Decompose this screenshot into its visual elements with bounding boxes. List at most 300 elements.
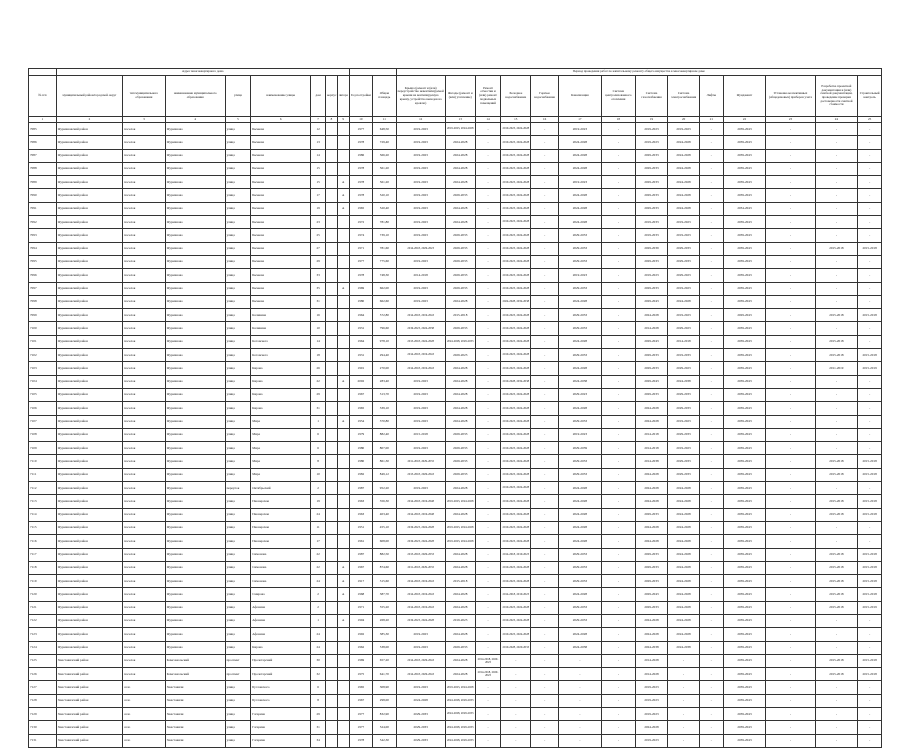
table-cell: - xyxy=(531,654,559,667)
table-cell: 7120 xyxy=(29,588,57,601)
table-cell: - xyxy=(815,149,858,162)
table-cell: Фурманово xyxy=(165,428,225,441)
table-cell: 2024-2028 xyxy=(445,588,475,601)
table-cell: Хвастовичи xyxy=(165,734,225,747)
table-cell: Бусловского xyxy=(251,694,311,707)
table-cell: - xyxy=(601,322,635,335)
table-cell: 2 xyxy=(311,601,326,614)
table-cell: - xyxy=(858,402,882,415)
table-cell: Фурмановский район xyxy=(56,614,122,627)
table-cell: 2019-2023, 2024-2028 xyxy=(501,495,531,508)
table-cell: Фурмановский район xyxy=(56,482,122,495)
table-cell: 7108 xyxy=(29,428,57,441)
table-cell: Хвастовичи xyxy=(165,708,225,721)
table-cell: - xyxy=(601,614,635,627)
table-cell: 7123 xyxy=(29,628,57,641)
table-cell: 2019-2023 xyxy=(396,482,445,495)
table-cell: 2024-2028 xyxy=(668,295,700,308)
table-cell: Фурмановский район xyxy=(56,229,122,242)
table-cell: 2019-2023, 2024-2028 xyxy=(501,442,531,455)
table-cell xyxy=(326,455,338,468)
table-cell: - xyxy=(601,548,635,561)
table-cell: Фурманово xyxy=(165,402,225,415)
table-cell: поселок xyxy=(123,362,166,375)
table-cell: 8 xyxy=(311,694,326,707)
table-cell: Фурмановский район xyxy=(56,415,122,428)
table-cell: - xyxy=(475,535,501,548)
table-cell: 2024-2028 xyxy=(445,149,475,162)
table-cell: 2019-2023 xyxy=(635,123,667,136)
column-number: 23 xyxy=(766,117,815,123)
table-cell: - xyxy=(531,388,559,401)
table-cell: - xyxy=(601,455,635,468)
table-cell: 2029-2033 xyxy=(559,548,602,561)
table-cell: улица xyxy=(225,322,251,335)
table-row xyxy=(29,362,882,375)
table-cell: 2024-2028 xyxy=(668,614,700,627)
table-cell: 1963 xyxy=(349,508,373,521)
table-cell: - xyxy=(700,362,724,375)
column-header: Горячее водоснабжение xyxy=(531,76,559,117)
table-cell: - xyxy=(531,189,559,202)
table-cell: - xyxy=(475,575,501,588)
table-cell xyxy=(326,482,338,495)
table-cell: 2029-2033 xyxy=(635,255,667,268)
table-cell: 2039-2043 xyxy=(723,229,766,242)
table-cell: 781,60 xyxy=(373,242,397,255)
table-cell: 2024-2028 xyxy=(445,202,475,215)
column-number: 18 xyxy=(601,117,635,123)
table-cell xyxy=(326,375,338,388)
table-cell: 1964 xyxy=(349,309,373,322)
table-cell: 2024-2028 xyxy=(668,202,700,215)
table-cell: - xyxy=(531,641,559,654)
table-cell: - xyxy=(601,508,635,521)
table-cell: 2019-2023 xyxy=(668,309,700,322)
table-cell: - xyxy=(766,694,815,707)
table-cell: Фурмановский район xyxy=(56,442,122,455)
table-cell: - xyxy=(700,335,724,348)
table-cell: поселок xyxy=(123,282,166,295)
table-cell: - xyxy=(531,628,559,641)
table-cell: - xyxy=(858,149,882,162)
table-cell: село xyxy=(123,708,166,721)
table-cell: - xyxy=(815,388,858,401)
table-cell: 2015-2018 xyxy=(858,668,882,681)
table-cell: - xyxy=(601,335,635,348)
table-cell: - xyxy=(815,269,858,282)
table-cell: 2029-2043 xyxy=(635,335,667,348)
table-cell xyxy=(337,482,349,495)
table-cell: 2024-2028 xyxy=(445,176,475,189)
table-cell xyxy=(326,202,338,215)
table-cell: 2024-2028 xyxy=(668,548,700,561)
header-group-blank-mid xyxy=(349,69,396,76)
table-cell: - xyxy=(601,641,635,654)
table-cell: 2015-2018 xyxy=(815,309,858,322)
table-cell: 2029-2023 xyxy=(559,388,602,401)
table-cell xyxy=(337,442,349,455)
table-cell: 524,00 xyxy=(373,721,397,734)
table-cell: улица xyxy=(225,694,251,707)
table-cell: 2024-2028 xyxy=(445,654,475,667)
table-cell xyxy=(326,601,338,614)
table-cell: - xyxy=(858,295,882,308)
table-row xyxy=(29,508,882,521)
table-cell: 1954 xyxy=(349,415,373,428)
table-cell: 2019-2023, 2024-2028 xyxy=(501,428,531,441)
table-cell: - xyxy=(700,521,724,534)
table-row xyxy=(29,668,882,681)
table-cell: - xyxy=(531,242,559,255)
table-cell: - xyxy=(531,548,559,561)
table-cell: - xyxy=(531,136,559,149)
table-cell: 2039-2043 xyxy=(723,508,766,521)
table-cell: 2029-2033 xyxy=(635,162,667,175)
table-cell: 2011-2018, 2029-2033 xyxy=(396,561,445,574)
table-cell: 2014-2018, 2019-2023 xyxy=(501,588,531,601)
table-cell: улица xyxy=(225,255,251,268)
table-cell: - xyxy=(559,681,602,694)
table-cell xyxy=(337,668,349,681)
table-cell: - xyxy=(700,295,724,308)
table-cell: Афонина xyxy=(251,614,311,627)
table-cell: 978,10 xyxy=(373,335,397,348)
table-cell: 2024-2028 xyxy=(668,482,700,495)
table-cell: 7093 xyxy=(29,229,57,242)
table-cell: - xyxy=(601,442,635,455)
table-cell: Пионерская xyxy=(251,495,311,508)
table-cell: - xyxy=(531,575,559,588)
table-cell: 2019-2023, 2024-2028 xyxy=(501,455,531,468)
table-cell: 2029-2033 xyxy=(445,322,475,335)
table-cell: - xyxy=(700,242,724,255)
table-cell: 2029-2033 xyxy=(559,242,602,255)
table-cell: - xyxy=(700,136,724,149)
table-cell: 2024-2028 xyxy=(559,335,602,348)
table-cell: - xyxy=(766,455,815,468)
table-cell: 7091 xyxy=(29,202,57,215)
table-cell: 2039-2043 xyxy=(723,641,766,654)
table-cell: поселок xyxy=(123,202,166,215)
table-cell xyxy=(337,229,349,242)
table-cell: - xyxy=(601,601,635,614)
table-cell: - xyxy=(858,694,882,707)
table-cell: поселок xyxy=(123,269,166,282)
table-cell: поселок xyxy=(123,242,166,255)
table-cell: 1972 xyxy=(349,216,373,229)
table-cell: 2024-2028 xyxy=(559,521,602,534)
table-cell: 2024-2028 xyxy=(559,628,602,641)
table-cell: 520,10 xyxy=(373,189,397,202)
table-cell: Фурмановский район xyxy=(56,295,122,308)
table-cell: 2039-2043 xyxy=(723,295,766,308)
table-cell: поселок xyxy=(123,654,166,667)
table-cell: 2024-2028 xyxy=(445,136,475,149)
table-row xyxy=(29,295,882,308)
table-cell: - xyxy=(700,455,724,468)
table-cell: 657,20 xyxy=(373,654,397,667)
table-cell: улица xyxy=(225,442,251,455)
table-cell: 1978 xyxy=(349,269,373,282)
table-cell: 24 xyxy=(311,575,326,588)
table-cell: 2029-2033 xyxy=(559,575,602,588)
table-cell: - xyxy=(858,176,882,189)
table-cell: - xyxy=(815,641,858,654)
table-cell: улица xyxy=(225,521,251,534)
table-cell: 2029-2033 xyxy=(635,548,667,561)
table-cell: - xyxy=(766,189,815,202)
table-cell: 2039-2043 xyxy=(723,614,766,627)
table-cell: 7117 xyxy=(29,548,57,561)
table-cell: - xyxy=(559,734,602,747)
table-cell: 2039-2043 xyxy=(723,495,766,508)
table-cell: 2015-2018 xyxy=(815,668,858,681)
table-cell xyxy=(326,495,338,508)
table-cell: улица xyxy=(225,362,251,375)
table-cell xyxy=(326,362,338,375)
table-cell: - xyxy=(700,588,724,601)
table-cell: 2019-2023 xyxy=(396,375,445,388)
table-cell: 2014-2018, 2019-2048 xyxy=(396,495,445,508)
table-cell xyxy=(326,322,338,335)
table-cell: А xyxy=(337,176,349,189)
table-cell: 2015-2018 xyxy=(815,495,858,508)
table-row xyxy=(29,521,882,534)
table-cell: улица xyxy=(225,575,251,588)
table-cell: 2029-2033 xyxy=(445,428,475,441)
table-cell: 2024-2028 xyxy=(559,149,602,162)
table-cell: - xyxy=(601,362,635,375)
table-cell: 2014-2028 xyxy=(635,322,667,335)
table-cell: - xyxy=(700,681,724,694)
column-header: Фундамент xyxy=(723,76,766,117)
table-cell: - xyxy=(815,521,858,534)
table-cell: - xyxy=(766,575,815,588)
table-cell: 7103 xyxy=(29,362,57,375)
table-cell xyxy=(337,335,349,348)
table-cell: - xyxy=(668,668,700,681)
table-cell xyxy=(326,189,338,202)
table-cell xyxy=(326,588,338,601)
column-header: корпус xyxy=(326,76,338,117)
table-cell: Фурмановский район xyxy=(56,468,122,481)
table-cell xyxy=(337,362,349,375)
table-cell: - xyxy=(700,548,724,561)
table-cell: поселок xyxy=(123,495,166,508)
table-cell: - xyxy=(858,721,882,734)
table-cell: 2039-2043 xyxy=(723,721,766,734)
table-cell: - xyxy=(668,721,700,734)
table-cell: - xyxy=(815,202,858,215)
table-cell: - xyxy=(531,694,559,707)
table-cell: 17 xyxy=(311,189,326,202)
column-number: 14 xyxy=(475,117,501,123)
table-cell: 7122 xyxy=(29,614,57,627)
table-cell: 1 xyxy=(311,415,326,428)
table-cell: 2039-2043 xyxy=(723,388,766,401)
table-cell: 2019-2023, 2024-2028 xyxy=(501,601,531,614)
table-cell: - xyxy=(601,495,635,508)
table-cell xyxy=(337,468,349,481)
table-cell: - xyxy=(559,721,602,734)
table-cell: 2039-2043 xyxy=(723,242,766,255)
table-cell: - xyxy=(601,375,635,388)
table-cell: 2024-2028 xyxy=(445,162,475,175)
table-cell: - xyxy=(531,455,559,468)
table-cell: 283,40 xyxy=(373,375,397,388)
table-cell: улица xyxy=(225,242,251,255)
table-cell: проспект xyxy=(225,668,251,681)
table-cell: 2024-2028 xyxy=(445,561,475,574)
table-cell: Пионерская xyxy=(251,521,311,534)
table-cell: 2029-2023 xyxy=(668,322,700,335)
table-cell: Фурмановский район xyxy=(56,628,122,641)
table-cell: Бычкова xyxy=(251,255,311,268)
table-cell: 2024-2028 xyxy=(668,575,700,588)
table-cell: - xyxy=(559,668,602,681)
table-row xyxy=(29,149,882,162)
table-cell: 2019-2023, 2024-2028 xyxy=(501,309,531,322)
table-cell: 2029-2043 xyxy=(723,309,766,322)
table-cell: 561,20 xyxy=(373,162,397,175)
table-cell xyxy=(326,282,338,295)
table-cell: 2015-2018 xyxy=(858,588,882,601)
table-cell: 882,40 xyxy=(373,428,397,441)
table-cell: - xyxy=(601,136,635,149)
table-cell: 1951 xyxy=(349,521,373,534)
table-cell: 2024-2028 xyxy=(559,202,602,215)
table-cell: Фурманово xyxy=(165,482,225,495)
table-cell: 18 xyxy=(311,349,326,362)
table-cell: 7101 xyxy=(29,335,57,348)
table-cell: 2014-2018, 2019-2043 xyxy=(396,309,445,322)
table-cell: - xyxy=(601,162,635,175)
table-cell: 2024-2028, 2029-2033 xyxy=(445,721,475,734)
table-cell: - xyxy=(700,721,724,734)
table-cell: 2019-2023, 2024-2028 xyxy=(501,242,531,255)
table-cell: - xyxy=(766,388,815,401)
table-cell xyxy=(337,149,349,162)
table-cell: 2024-2038 xyxy=(559,375,602,388)
table-cell: - xyxy=(766,149,815,162)
table-cell: 2039-2043 xyxy=(723,694,766,707)
table-cell: улица xyxy=(225,216,251,229)
table-cell: - xyxy=(858,202,882,215)
table-cell: Фурманово xyxy=(165,601,225,614)
table-cell: - xyxy=(601,388,635,401)
table-cell: поселок xyxy=(123,388,166,401)
table-cell: - xyxy=(475,335,501,348)
table-cell: - xyxy=(766,508,815,521)
table-cell: 1931 xyxy=(349,349,373,362)
table-cell: Фурмановский район xyxy=(56,641,122,654)
table-cell: 1964 xyxy=(349,335,373,348)
table-cell: - xyxy=(700,402,724,415)
table-cell: 2019-2023 xyxy=(396,229,445,242)
table-cell: 455,10 xyxy=(373,521,397,534)
table-cell: - xyxy=(475,734,501,747)
table-cell: 555,20 xyxy=(373,601,397,614)
table-cell: 2024-2028 xyxy=(635,402,667,415)
table-cell: 1968 xyxy=(349,588,373,601)
table-cell: - xyxy=(475,708,501,721)
table-cell: 6 xyxy=(311,681,326,694)
column-number: 25 xyxy=(858,117,882,123)
column-header: муниципальный район/городской округ xyxy=(56,76,122,117)
table-cell: - xyxy=(700,415,724,428)
table-cell: - xyxy=(531,335,559,348)
table-cell xyxy=(326,242,338,255)
table-cell: Фурманово xyxy=(165,322,225,335)
table-cell: - xyxy=(700,322,724,335)
table-cell: 1962 xyxy=(349,641,373,654)
table-cell: Кирова xyxy=(251,362,311,375)
table-cell xyxy=(337,521,349,534)
table-row xyxy=(29,402,882,415)
table-cell: - xyxy=(601,149,635,162)
column-header: Год постройки xyxy=(349,76,373,117)
table-cell: - xyxy=(766,123,815,136)
table-cell: 2024-2028 xyxy=(668,136,700,149)
column-number: 7 xyxy=(311,117,326,123)
table-cell: - xyxy=(475,362,501,375)
table-cell: переулок xyxy=(225,482,251,495)
table-cell: - xyxy=(766,548,815,561)
table-cell: Фурмановский район xyxy=(56,428,122,441)
table-cell: - xyxy=(475,202,501,215)
table-cell: 6 xyxy=(311,442,326,455)
table-cell: Фурмановский район xyxy=(56,548,122,561)
table-cell: 2019-2023 xyxy=(396,415,445,428)
table-cell xyxy=(326,628,338,641)
table-cell: 370,80 xyxy=(373,415,397,428)
table-cell: 2029-2033 xyxy=(445,641,475,654)
table-cell: - xyxy=(815,721,858,734)
table-cell: А xyxy=(337,588,349,601)
table-row xyxy=(29,641,882,654)
table-cell: Пионерская xyxy=(251,508,311,521)
table-cell: поселок xyxy=(123,402,166,415)
table-cell xyxy=(326,149,338,162)
table-cell: 1987 xyxy=(349,548,373,561)
table-cell: - xyxy=(601,428,635,441)
table-cell xyxy=(326,176,338,189)
column-header: наименование улицы xyxy=(251,76,311,117)
table-cell: 7106 xyxy=(29,402,57,415)
table-cell: 2019-2023 xyxy=(635,681,667,694)
table-row xyxy=(29,282,882,295)
table-cell: 1969 xyxy=(349,282,373,295)
column-header: наименование муниципального образования xyxy=(165,76,225,117)
table-cell: - xyxy=(700,282,724,295)
table-cell: 1992 xyxy=(349,628,373,641)
table-cell: - xyxy=(531,216,559,229)
table-cell: 748,30 xyxy=(373,269,397,282)
table-cell: - xyxy=(475,561,501,574)
table-cell: - xyxy=(559,654,602,667)
table-cell: 2019-2033 xyxy=(668,349,700,362)
table-cell: 2029-2033 xyxy=(445,269,475,282)
table-cell: - xyxy=(531,614,559,627)
table-cell: село xyxy=(123,721,166,734)
table-cell: 874,60 xyxy=(373,561,397,574)
table-cell: улица xyxy=(225,202,251,215)
table-row xyxy=(29,628,882,641)
table-cell: - xyxy=(766,269,815,282)
table-cell: - xyxy=(531,721,559,734)
table-cell: Фурмановский район xyxy=(56,149,122,162)
